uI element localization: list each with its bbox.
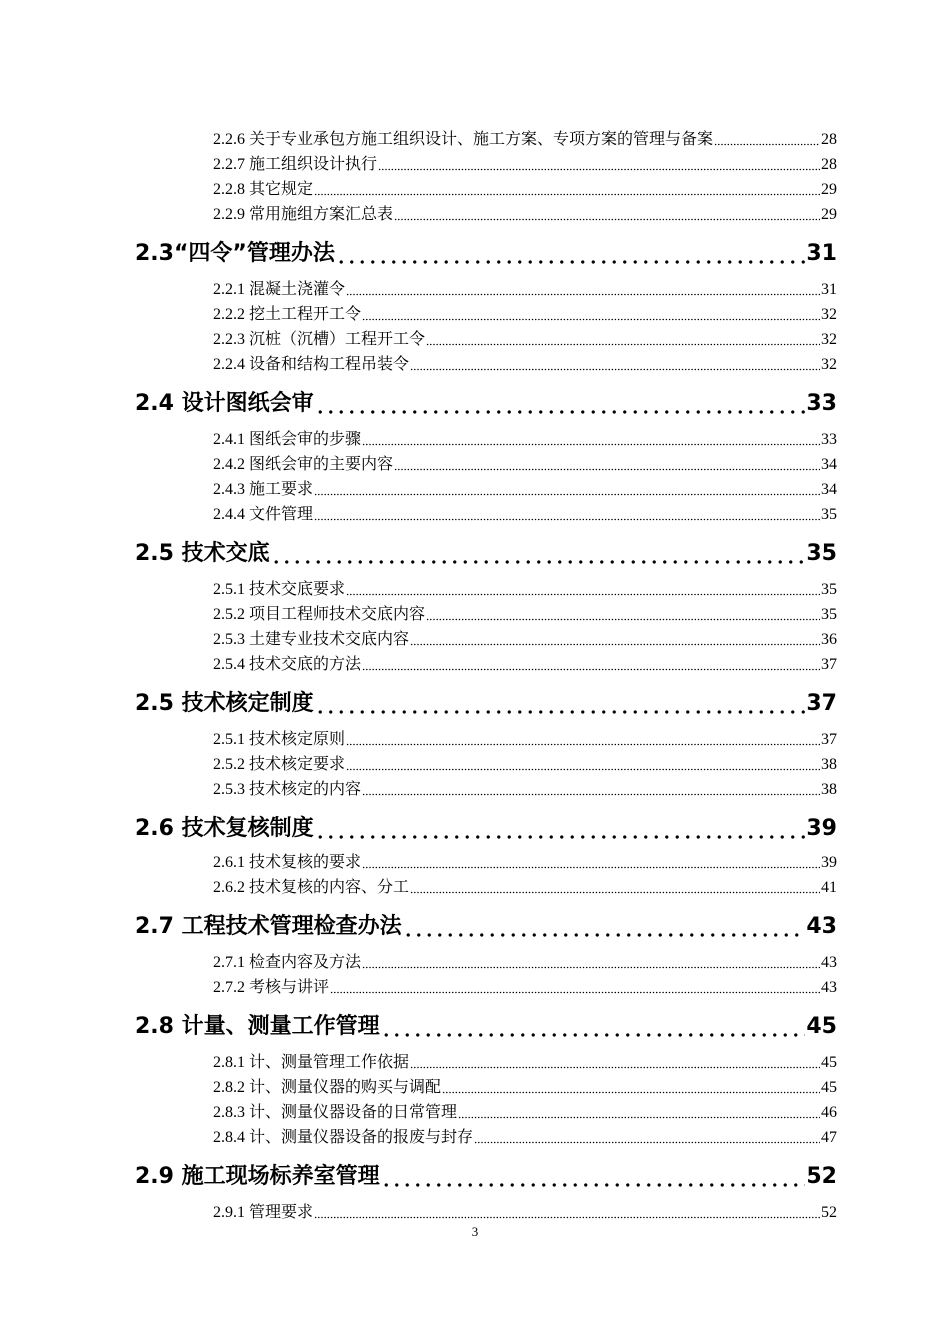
dot-leader xyxy=(381,1161,806,1191)
toc-entry-title: 2.4 设计图纸会审 xyxy=(135,391,314,416)
toc-entry-title: 2.8 计量、测量工作管理 xyxy=(135,1014,380,1039)
toc-subsection-entry[interactable] xyxy=(213,876,837,898)
toc-subsection-entry[interactable] xyxy=(213,178,837,200)
toc-entry-page: 37 xyxy=(806,691,837,716)
toc-entry-page: 39 xyxy=(821,854,837,871)
toc-entry-title: 2.5.2 技术核定要求 xyxy=(213,756,346,773)
dot-leader xyxy=(314,1201,820,1223)
dot-leader xyxy=(410,628,820,650)
toc-subsection-entry[interactable] xyxy=(213,1101,837,1123)
toc-subsection-entry[interactable] xyxy=(213,603,837,625)
dot-leader xyxy=(346,578,820,600)
toc-entry-page: 32 xyxy=(821,306,837,323)
dot-leader xyxy=(314,178,820,200)
dot-leader xyxy=(315,388,806,418)
dot-leader xyxy=(426,328,820,350)
toc-entry-page: 39 xyxy=(806,816,837,841)
toc-entry-page: 41 xyxy=(821,879,837,896)
toc-entry-page: 32 xyxy=(821,331,837,348)
toc-entry-title: 2.6.2 技术复核的内容、分工 xyxy=(213,879,410,896)
toc-subsection-entry[interactable] xyxy=(213,628,837,650)
toc-entry-title: 2.6 技术复核制度 xyxy=(135,816,314,841)
toc-entry-title: 2.4.3 施工要求 xyxy=(213,481,314,498)
toc-subsection-entry[interactable] xyxy=(213,728,837,750)
toc-section-entry[interactable] xyxy=(135,1011,837,1041)
dot-leader xyxy=(315,813,806,843)
toc-entry-page: 35 xyxy=(821,506,837,523)
page-number: 3 xyxy=(471,1224,479,1239)
dot-leader xyxy=(458,1101,820,1123)
toc-entry-page: 45 xyxy=(821,1054,837,1071)
toc-entry-page: 52 xyxy=(821,1204,837,1221)
toc-subsection-entry[interactable] xyxy=(213,1076,837,1098)
toc-entry-title: 2.7.1 检查内容及方法 xyxy=(213,954,362,971)
toc-subsection-entry[interactable] xyxy=(213,653,837,675)
toc-entry-page: 33 xyxy=(821,431,837,448)
toc-subsection-entry[interactable] xyxy=(213,453,837,475)
dot-leader xyxy=(410,1051,820,1073)
toc-section-entry[interactable] xyxy=(135,688,837,718)
toc-entry-title: 2.5 技术核定制度 xyxy=(135,691,314,716)
toc-subsection-entry[interactable] xyxy=(213,951,837,973)
toc-entry-title: 2.2.3 沉桩（沉槽）工程开工令 xyxy=(213,331,426,348)
toc-section-entry[interactable] xyxy=(135,538,837,568)
toc-entry-title: 2.3“四令”管理办法 xyxy=(135,241,335,266)
dot-leader xyxy=(362,951,820,973)
dot-leader xyxy=(314,478,820,500)
toc-entry-page: 32 xyxy=(821,356,837,373)
dot-leader xyxy=(336,238,805,268)
toc-section-entry[interactable] xyxy=(135,1161,837,1191)
toc-entry-title: 2.2.4 设备和结构工程吊装令 xyxy=(213,356,410,373)
toc-subsection-entry[interactable] xyxy=(213,278,837,300)
dot-leader xyxy=(346,753,820,775)
toc-entry-title: 2.2.9 常用施组方案汇总表 xyxy=(213,206,394,223)
toc-subsection-entry[interactable] xyxy=(213,328,837,350)
toc-entry-page: 31 xyxy=(806,241,837,266)
toc-entry-page: 28 xyxy=(821,131,837,148)
dot-leader xyxy=(378,153,820,175)
toc-entry-title: 2.2.7 施工组织设计执行 xyxy=(213,156,378,173)
toc-subsection-entry[interactable] xyxy=(213,1051,837,1073)
toc-subsection-entry[interactable] xyxy=(213,1126,837,1148)
toc-entry-title: 2.4.1 图纸会审的步骤 xyxy=(213,431,362,448)
toc-entry-page: 36 xyxy=(821,631,837,648)
toc-entry-title: 2.8.3 计、测量仪器设备的日常管理 xyxy=(213,1104,458,1121)
toc-entry-title: 2.5 技术交底 xyxy=(135,541,270,566)
dot-leader xyxy=(314,503,820,525)
toc-entry-title: 2.8.4 计、测量仪器设备的报废与封存 xyxy=(213,1129,474,1146)
toc-subsection-entry[interactable] xyxy=(213,976,837,998)
dot-leader xyxy=(410,353,820,375)
toc-entry-title: 2.6.1 技术复核的要求 xyxy=(213,854,362,871)
toc-subsection-entry[interactable] xyxy=(213,428,837,450)
toc-entry-title: 2.4.2 图纸会审的主要内容 xyxy=(213,456,394,473)
toc-entry-page: 37 xyxy=(821,731,837,748)
dot-leader xyxy=(330,976,820,998)
toc-entry-title: 2.2.1 混凝土浇灌令 xyxy=(213,281,346,298)
toc-entry-title: 2.7 工程技术管理检查办法 xyxy=(135,914,402,939)
dot-leader xyxy=(474,1126,820,1148)
toc-entry-page: 31 xyxy=(821,281,837,298)
toc-subsection-entry[interactable] xyxy=(213,753,837,775)
toc-entry-page: 34 xyxy=(821,456,837,473)
toc-entry-page: 52 xyxy=(806,1164,837,1189)
toc-subsection-entry[interactable] xyxy=(213,578,837,600)
toc-section-entry[interactable] xyxy=(135,813,837,843)
toc-section-entry[interactable] xyxy=(135,238,837,268)
dot-leader xyxy=(714,128,820,150)
toc-subsection-entry[interactable] xyxy=(213,1201,837,1223)
toc-section-entry[interactable] xyxy=(135,388,837,418)
toc-entry-title: 2.8.2 计、测量仪器的购买与调配 xyxy=(213,1079,442,1096)
toc-entry-title: 2.5.3 土建专业技术交底内容 xyxy=(213,631,410,648)
toc-entry-page: 35 xyxy=(821,581,837,598)
toc-entry-title: 2.8.1 计、测量管理工作依据 xyxy=(213,1054,410,1071)
toc-entry-page: 46 xyxy=(821,1104,837,1121)
toc-subsection-entry[interactable] xyxy=(213,353,837,375)
toc-entry-page: 35 xyxy=(821,606,837,623)
toc-entry-title: 2.5.4 技术交底的方法 xyxy=(213,656,362,673)
dot-leader xyxy=(394,453,820,475)
toc-entry-page: 33 xyxy=(806,391,837,416)
toc-entry-title: 2.2.2 挖土工程开工令 xyxy=(213,306,362,323)
toc-entry-page: 43 xyxy=(821,954,837,971)
dot-leader xyxy=(346,728,820,750)
toc-entry-title: 2.7.2 考核与讲评 xyxy=(213,979,330,996)
toc-entry-page: 34 xyxy=(821,481,837,498)
dot-leader xyxy=(362,428,820,450)
dot-leader xyxy=(426,603,820,625)
toc-entry-title: 2.2.6 关于专业承包方施工组织设计、施工方案、专项方案的管理与备案 xyxy=(213,131,714,148)
toc-subsection-entry[interactable] xyxy=(213,503,837,525)
dot-leader xyxy=(442,1076,820,1098)
toc-entry-title: 2.9.1 管理要求 xyxy=(213,1204,314,1221)
toc-subsection-entry[interactable] xyxy=(213,778,837,800)
toc-entry-page: 35 xyxy=(806,541,837,566)
toc-entry-page: 38 xyxy=(821,756,837,773)
toc-subsection-entry[interactable] xyxy=(213,851,837,873)
toc-entry-page: 37 xyxy=(821,656,837,673)
toc-entry-title: 2.4.4 文件管理 xyxy=(213,506,314,523)
dot-leader xyxy=(362,778,820,800)
toc-entry-title: 2.2.8 其它规定 xyxy=(213,181,314,198)
dot-leader xyxy=(346,278,820,300)
toc-entry-page: 38 xyxy=(821,781,837,798)
toc-entry-title: 2.5.1 技术交底要求 xyxy=(213,581,346,598)
toc-entry-title: 2.5.2 项目工程师技术交底内容 xyxy=(213,606,426,623)
toc-entry-title: 2.5.1 技术核定原则 xyxy=(213,731,346,748)
toc-entry-page: 47 xyxy=(821,1129,837,1146)
dot-leader xyxy=(362,653,820,675)
toc-subsection-entry[interactable] xyxy=(213,203,837,225)
toc-entry-title: 2.9 施工现场标养室管理 xyxy=(135,1164,380,1189)
toc-entry-title: 2.5.3 技术核定的内容 xyxy=(213,781,362,798)
toc-entry-page: 45 xyxy=(806,1014,837,1039)
dot-leader xyxy=(410,876,820,898)
dot-leader xyxy=(271,538,806,568)
toc-entry-page: 29 xyxy=(821,181,837,198)
toc-entry-page: 28 xyxy=(821,156,837,173)
dot-leader xyxy=(315,688,806,718)
toc-entry-page: 45 xyxy=(821,1079,837,1096)
toc-entry-page: 29 xyxy=(821,206,837,223)
dot-leader xyxy=(403,911,806,941)
toc-section-entry[interactable] xyxy=(135,911,837,941)
dot-leader xyxy=(394,203,820,225)
dot-leader xyxy=(362,303,820,325)
dot-leader xyxy=(381,1011,806,1041)
toc-subsection-entry[interactable] xyxy=(213,303,837,325)
toc-subsection-entry[interactable] xyxy=(213,128,837,150)
toc-subsection-entry[interactable] xyxy=(213,153,837,175)
toc-subsection-entry[interactable] xyxy=(213,478,837,500)
toc-entry-page: 43 xyxy=(821,979,837,996)
toc-entry-page: 43 xyxy=(806,914,837,939)
dot-leader xyxy=(362,851,820,873)
